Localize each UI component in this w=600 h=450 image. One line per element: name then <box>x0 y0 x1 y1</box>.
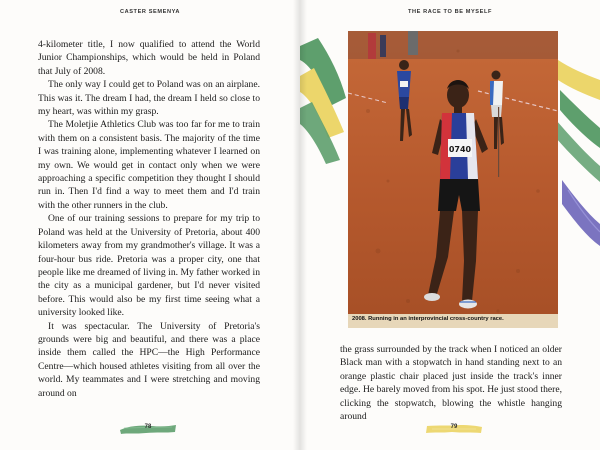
right-running-head: THE RACE TO BE MYSELF <box>408 9 492 15</box>
race-photo-frame <box>348 31 558 328</box>
left-running-head: CASTER SEMENYA <box>119 9 181 15</box>
right-page-number: 79 <box>450 424 458 430</box>
left-paragraph-3: The Moletjie Athletics Club was too far for me to train with them on a consistent basis. The majority of the time I was training alone, implementing whatever I learned on my own. We would get in contact only when we were approaching a specific competition they thought I should run in. Then I'd find a way to meet them and I'd train with the other runners in the club. <box>38 119 260 211</box>
right-folio <box>424 423 484 435</box>
photo-caption: 2008. Running in an interprovincial cross-country race. <box>352 316 504 322</box>
left-body-text <box>38 38 260 400</box>
book-gutter <box>293 0 307 450</box>
left-folio <box>118 423 178 435</box>
right-body-text: the grass surrounded by the track when I noticed an older Black man with a stopwatch in hand standing next to an orange plastic chair placed just inside the track's inner edge. He barely moved from his spot. He just stood there, clicking the stopwatch, blowing the whistle hanging around <box>340 344 562 423</box>
brush-strokes-left <box>300 36 348 166</box>
bib-number: 0740 <box>448 145 472 154</box>
left-page-number: 78 <box>144 424 152 430</box>
left-paragraph-1: 4-kilometer title, I now qualified to attend the World Junior Championships, which would be held in Poland that July of 2008. <box>38 39 260 77</box>
race-photo <box>348 31 558 328</box>
left-paragraph-2: The only way I could get to Poland was on an airplane. This was it. The dream I had, the dream I held so close to my heart, was within my grasp. <box>38 79 260 118</box>
brush-strokes-right <box>556 40 600 260</box>
left-paragraph-4: One of our training sessions to prepare for my trip to Poland was held at the University of Pretoria, about 400 kilometers away from my grandmother's village. It was a four-hour bus ride. Pretoria was a proper city, one that people like me dreamed of living in. My father worked in the city as a municipal gardener, but I'd never visited before. This would also be my first time seeing what a university looked like. <box>38 213 260 319</box>
right-page <box>300 0 600 450</box>
left-paragraph-5: It was spectacular. The University of Pretoria's grounds were big and beautiful, and there was a place inside them called the HPC—the High Performance Centre—which housed athletes visiting from all over the world. My teammates and I were stretching and moving around on <box>38 320 260 399</box>
photo-caption-bar <box>348 314 558 328</box>
